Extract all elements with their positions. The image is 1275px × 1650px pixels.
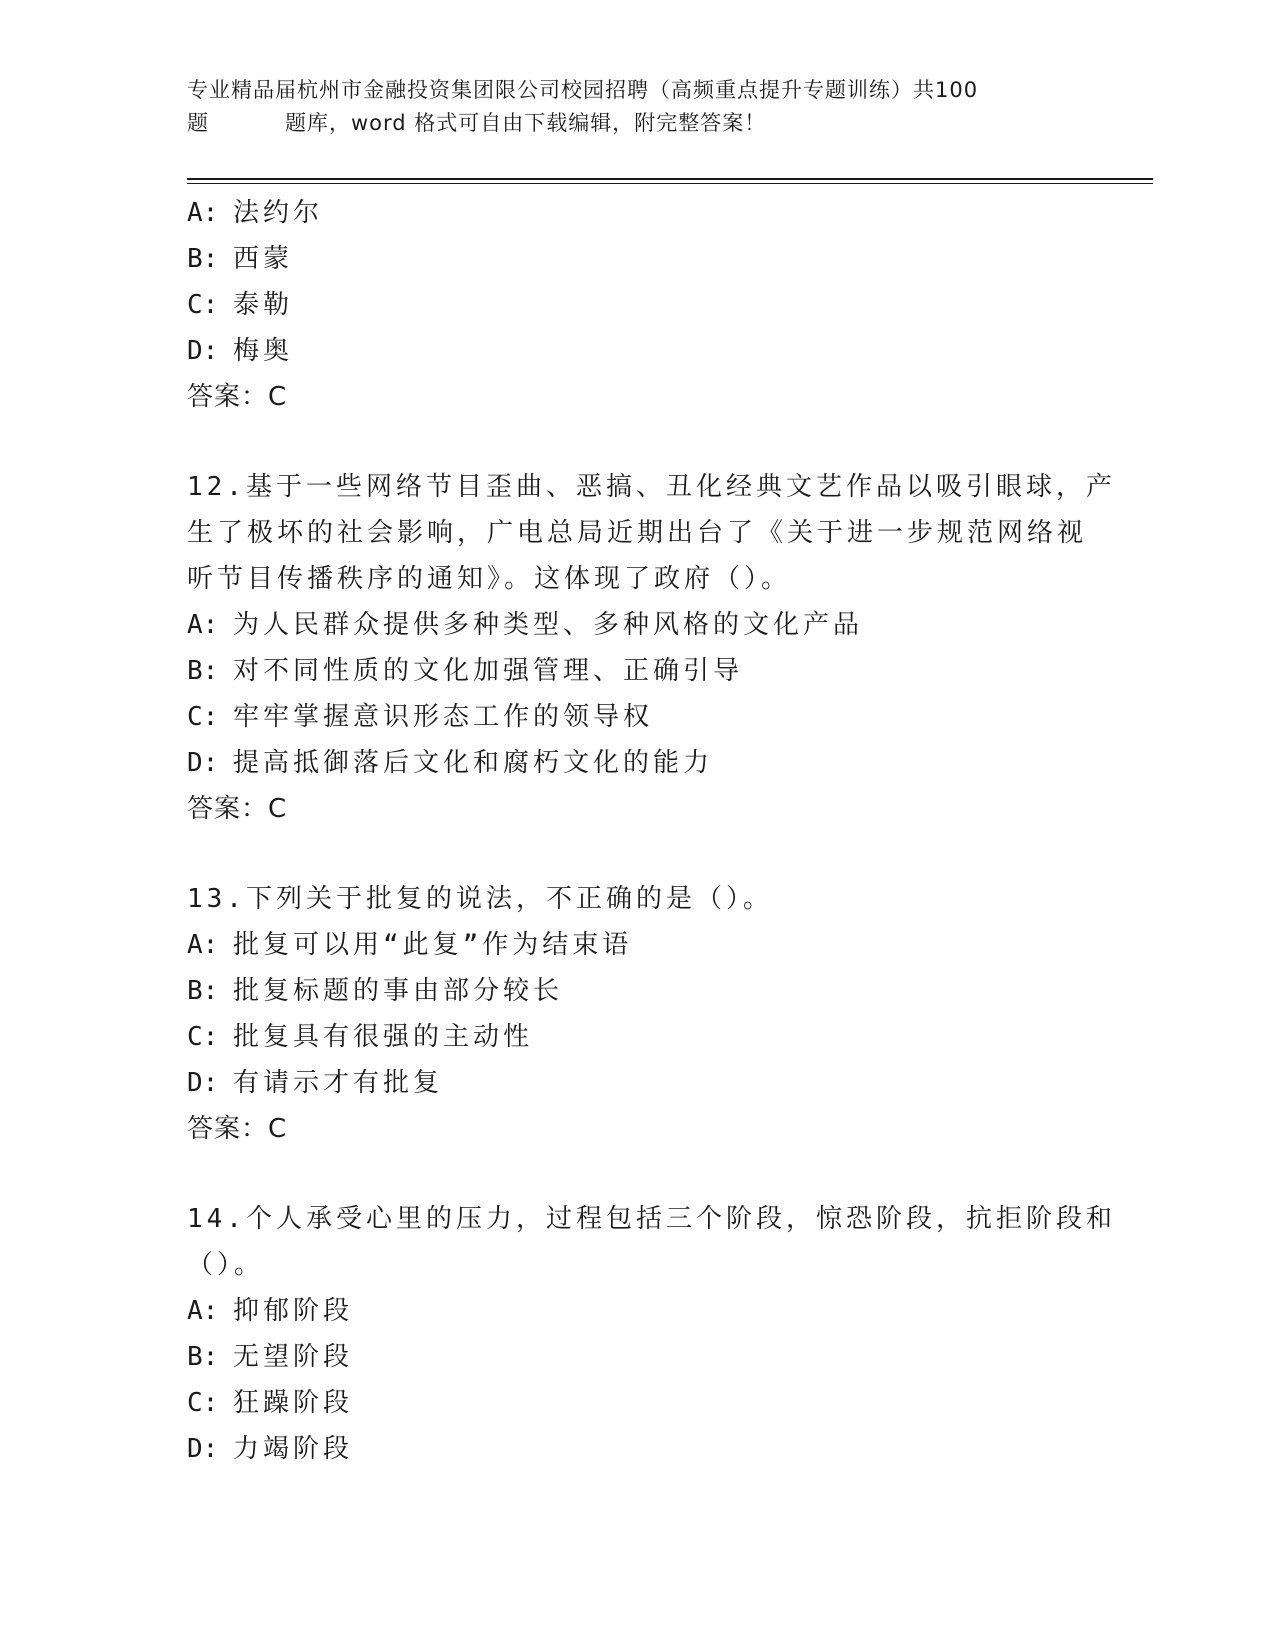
option-d	[187, 1426, 1087, 1472]
option-text: 抑郁阶段	[233, 1296, 354, 1326]
option-label: A:	[187, 198, 219, 228]
option-a	[187, 922, 1087, 968]
option-text: 牢牢掌握意识形态工作的领导权	[233, 702, 654, 732]
option-label: C:	[187, 1388, 219, 1418]
option-text: 法约尔	[233, 198, 324, 228]
option-label: B:	[187, 656, 219, 686]
option-text: 狂躁阶段	[233, 1388, 354, 1418]
header-rule-thick	[187, 178, 1153, 180]
option-label: A:	[187, 930, 219, 960]
option-label: B:	[187, 244, 219, 274]
header-title-line2-right: 题库，word 格式可自由下载编辑，附完整答案！	[285, 111, 767, 135]
question-text-line: 12.基于一些网络节目歪曲、恶搞、丑化经典文艺作品以吸引眼球，产	[187, 472, 1116, 502]
option-c	[187, 1380, 1087, 1426]
option-label: A:	[187, 1296, 219, 1326]
question-block-14	[187, 1196, 1116, 1472]
option-text: 泰勒	[233, 290, 294, 320]
answer-line: 答案：C	[187, 1114, 288, 1144]
option-text: 无望阶段	[233, 1342, 354, 1372]
option-text: 梅奥	[233, 336, 294, 366]
header-title-line1: 专业精品届杭州市金融投资集团限公司校园招聘（高频重点提升专题训练）共100	[187, 78, 979, 102]
option-a	[187, 190, 1087, 236]
option-text: 批复具有很强的主动性	[233, 1022, 534, 1052]
option-c	[187, 282, 1087, 328]
header-rule-thin	[187, 183, 1153, 184]
option-d	[187, 328, 1087, 374]
option-b	[187, 236, 1087, 282]
question-block-prev	[187, 190, 1087, 420]
option-a	[187, 602, 1087, 648]
option-label: D:	[187, 1068, 219, 1098]
option-label: B:	[187, 1342, 219, 1372]
question-block-12	[187, 464, 1116, 832]
option-text: 对不同性质的文化加强管理、正确引导	[233, 656, 744, 686]
question-text-line: 生了极坏的社会影响，广电总局近期出台了《关于进一步规范网络视	[187, 518, 1088, 548]
option-b	[187, 1334, 1087, 1380]
answer-line: 答案：C	[187, 794, 288, 824]
option-c	[187, 694, 1087, 740]
option-label: D:	[187, 748, 219, 778]
answer-line: 答案：C	[187, 382, 288, 412]
question-text-line: 13.下列关于批复的说法，不正确的是（）。	[187, 884, 773, 914]
header-title-line2	[187, 107, 1087, 140]
option-label: D:	[187, 1434, 219, 1464]
page-header	[187, 74, 1087, 140]
option-text: 西蒙	[233, 244, 294, 274]
option-label: C:	[187, 290, 219, 320]
question-content	[187, 190, 1116, 1472]
option-d	[187, 740, 1087, 786]
option-text: 为人民群众提供多种类型、多种风格的文化产品	[233, 610, 864, 640]
option-label: C:	[187, 702, 219, 732]
question-text-line: 14.个人承受心里的压力，过程包括三个阶段，惊恐阶段，抗拒阶段和	[187, 1204, 1116, 1234]
option-label: B:	[187, 976, 219, 1006]
option-d	[187, 1060, 1087, 1106]
option-b	[187, 968, 1087, 1014]
option-label: D:	[187, 336, 219, 366]
option-b	[187, 648, 1087, 694]
option-text: 批复可以用“此复”作为结束语	[233, 930, 633, 960]
question-text-line: 听节目传播秩序的通知》。这体现了政府（）。	[187, 564, 792, 594]
question-text-line: （）。	[187, 1250, 265, 1280]
option-text: 有请示才有批复	[233, 1068, 444, 1098]
option-a	[187, 1288, 1087, 1334]
option-text: 批复标题的事由部分较长	[233, 976, 564, 1006]
option-c	[187, 1014, 1087, 1060]
option-text: 力竭阶段	[233, 1434, 354, 1464]
header-title-line2-left: 题	[187, 111, 209, 135]
option-label: A:	[187, 610, 219, 640]
question-block-13	[187, 876, 1087, 1152]
option-label: C:	[187, 1022, 219, 1052]
option-text: 提高抵御落后文化和腐朽文化的能力	[233, 748, 714, 778]
